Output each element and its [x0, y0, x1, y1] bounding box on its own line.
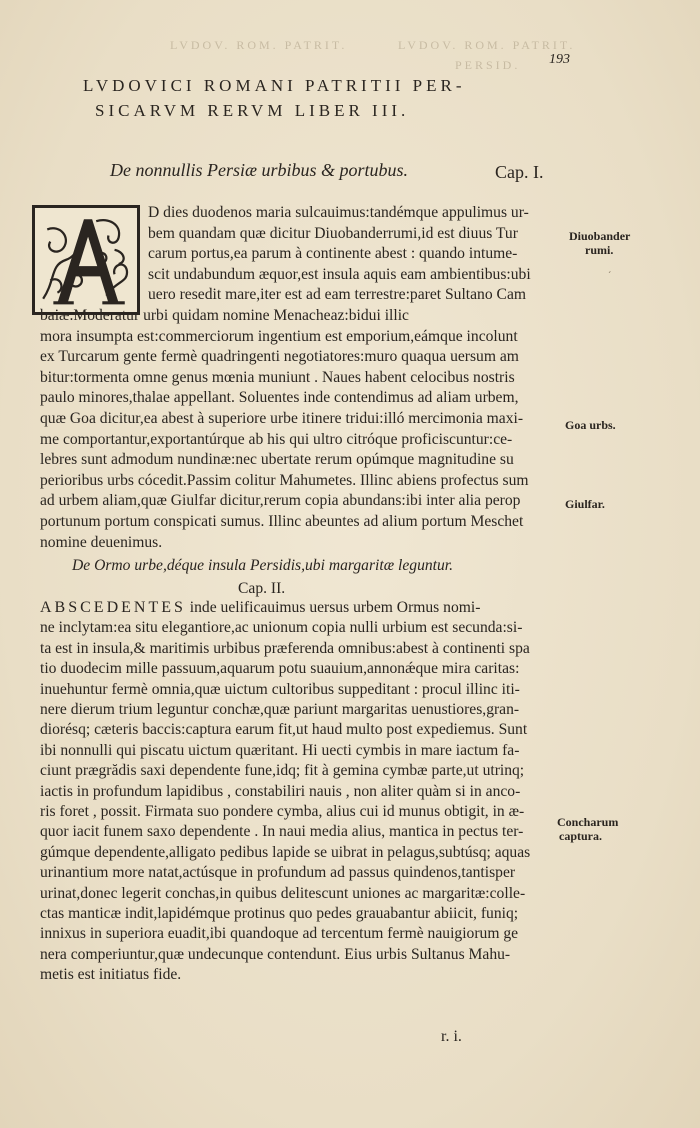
- text-line: uero resedit mare,iter est ad eam terrestre:paret Sultano Cam: [148, 286, 526, 304]
- margin-note: [569, 229, 630, 257]
- running-head-line: SICARVM RERVM LIBER III.: [95, 101, 410, 120]
- decorated-initial: [32, 205, 140, 315]
- text-line: paulo minores,thalae appellant. Soluentes inde contendimus ad aliam urbem,: [40, 389, 519, 407]
- text-line: ta est in insula,& maritimis urbibus præferenda omnibus:abest à continenti spa: [40, 639, 530, 657]
- margin-note-line: Diuobander: [569, 229, 631, 243]
- running-head-line: LVDOVICI ROMANI PATRITII PER-: [83, 76, 466, 95]
- text-line: perioribus urbs cócedit.Passim colitur Mahumetes. Illinc abiens profectus sum: [40, 471, 529, 489]
- margin-note-line: Concharum: [557, 815, 619, 829]
- text-line: me comportantur,exportantúrque ab his qui ultro citróque proficiscuntur:ce-: [40, 430, 513, 448]
- text-line: ciunt prægrădis saxi dependente fune,idq; fit à gemina cymbæ parte,ut utrinq;: [40, 762, 525, 780]
- text-line: baiæ.Moderatur urbi quidam nomine Menacheaz:bidui illic: [40, 307, 409, 324]
- margin-note: Goa urbs.: [565, 418, 616, 432]
- text-line: iactis in profundum lapidibus , constabiliri nauis , non aliter quàm si in anco-: [40, 782, 521, 800]
- text-line: ibi nonnulli qui piscatu uictum quæritant. Hi uecti cymbis in mare iactum fa-: [40, 741, 520, 759]
- text-line: nera comperiuntur,quæ undecunque contendunt. Eius urbis Sultanus Mahu-: [40, 945, 511, 963]
- ink-mark: ˊ: [608, 271, 612, 282]
- text-line: quor iacit funem saxo dependente . In naui media alius, mantica in pectus ter-: [40, 823, 524, 841]
- margin-note-line: captura.: [559, 829, 602, 843]
- text-line: tio duodecim mille passuum,aquarum potu suauium,annonǽque mira caritas:: [40, 660, 520, 678]
- text-line: quæ Goa dicitur,ea abest à superiore urbe itinere tridui:illó mercimonia maxi-: [40, 410, 524, 427]
- text-line: bem quandam quæ dicitur Diuobanderrumi,id est diuus Tur: [148, 224, 518, 242]
- chapter-number: Cap. I.: [495, 162, 544, 182]
- text-line: portunum portum conspicati sumus. Illinc abeuntes ad alium portum Meschet: [40, 513, 524, 530]
- chapter-number: Cap. II.: [238, 580, 286, 597]
- text-line: inde uelificauimus uersus urbem Ormus nomi-: [185, 599, 481, 616]
- text-line: nere dierum trium leguntur conchæ,quæ pariunt margaritas uenustiores,gran-: [40, 701, 520, 718]
- show-through-text: LVDOV. ROM. PATRIT.: [170, 38, 348, 52]
- text-line: D dies duodenos maria sulcauimus:tandémque appulimus ur-: [148, 204, 529, 221]
- text-line: mora insumpta est:commerciorum ingentium est emporium,eámque incolunt: [40, 327, 518, 345]
- text-line: ad urbem aliam,quæ Giulfar dicitur,rerum copia abundans:ibi inter alia perop: [40, 492, 521, 510]
- text-line: ris foret , possit. Firmata suo pondere cymba, alius cui id munus obtigit, in æ-: [40, 803, 525, 820]
- ornamental-letter-a-icon: [35, 208, 137, 312]
- text-line: metis est initiatus fide.: [40, 966, 182, 984]
- opening-word: ABSCEDENTES: [40, 599, 186, 616]
- margin-note: Giulfar.: [565, 497, 605, 511]
- page-number: 193: [549, 52, 570, 67]
- text-line: ctas manticæ indit,lapidémque protinus quo pedes grauabantur abiicit, funiq;: [40, 905, 519, 922]
- show-through-text: LVDOV. ROM. PATRIT.: [398, 38, 576, 52]
- text-line: diorésq; cæteris baccis:captura earum fit,ut haud multo post expediemus. Sunt: [40, 721, 528, 739]
- text-line: innixus in superiora euadit,ibi quandoque ad tercentum fermè nauigiorum ge: [40, 925, 519, 943]
- chapter-title: De nonnullis Persiæ urbibus & portubus.: [110, 160, 409, 180]
- signature-mark: r. i.: [441, 1028, 462, 1045]
- show-through-text: PERSID.: [455, 58, 521, 72]
- text-line: ex Turcarum gente fermè quadringenti negotiatores:muro quaqua uersum am: [40, 348, 519, 366]
- text-line: lebres sunt admodum nundinæ:nec ubertate rerum opúmque magnitudine su: [40, 451, 514, 469]
- text-line: ne inclytam:ea situ elegantiore,ac unionum copia nulli urbium est secunda:si-: [40, 619, 523, 637]
- text-line: scit undabundum æquor,est insula aquis eam ambientibus:ubi: [148, 265, 531, 283]
- chapter-title: De Ormo urbe,déque insula Persidis,ubi margaritæ leguntur.: [72, 557, 454, 574]
- margin-note: [557, 815, 618, 843]
- text-line: gúmque dependente,alligato pedibus lapide se uibrat in pelagus,subtúsq; aquas: [40, 843, 531, 861]
- text-line: carum portus,ea parum à continente abest : quando intume-: [148, 245, 518, 263]
- text-line: nomine deuenimus.: [40, 533, 163, 551]
- margin-note-line: rumi.: [585, 243, 614, 257]
- text-line: urinat,donec legerit conchas,in quibus delitescunt uniones ac margaritæ:colle-: [40, 884, 526, 902]
- paragraph-first-line: [40, 598, 480, 618]
- text-line: bitur:tormenta omne genus mœnia muniunt . Naues habent celocibus nostris: [40, 368, 515, 386]
- text-line: inuehuntur fermè omnia,quæ uictum cultoribus suppeditant : procul illinc iti-: [40, 680, 520, 698]
- text-line: urinantium more natat,actúsque in profundum ad passus quindenos,tantisper: [40, 864, 516, 882]
